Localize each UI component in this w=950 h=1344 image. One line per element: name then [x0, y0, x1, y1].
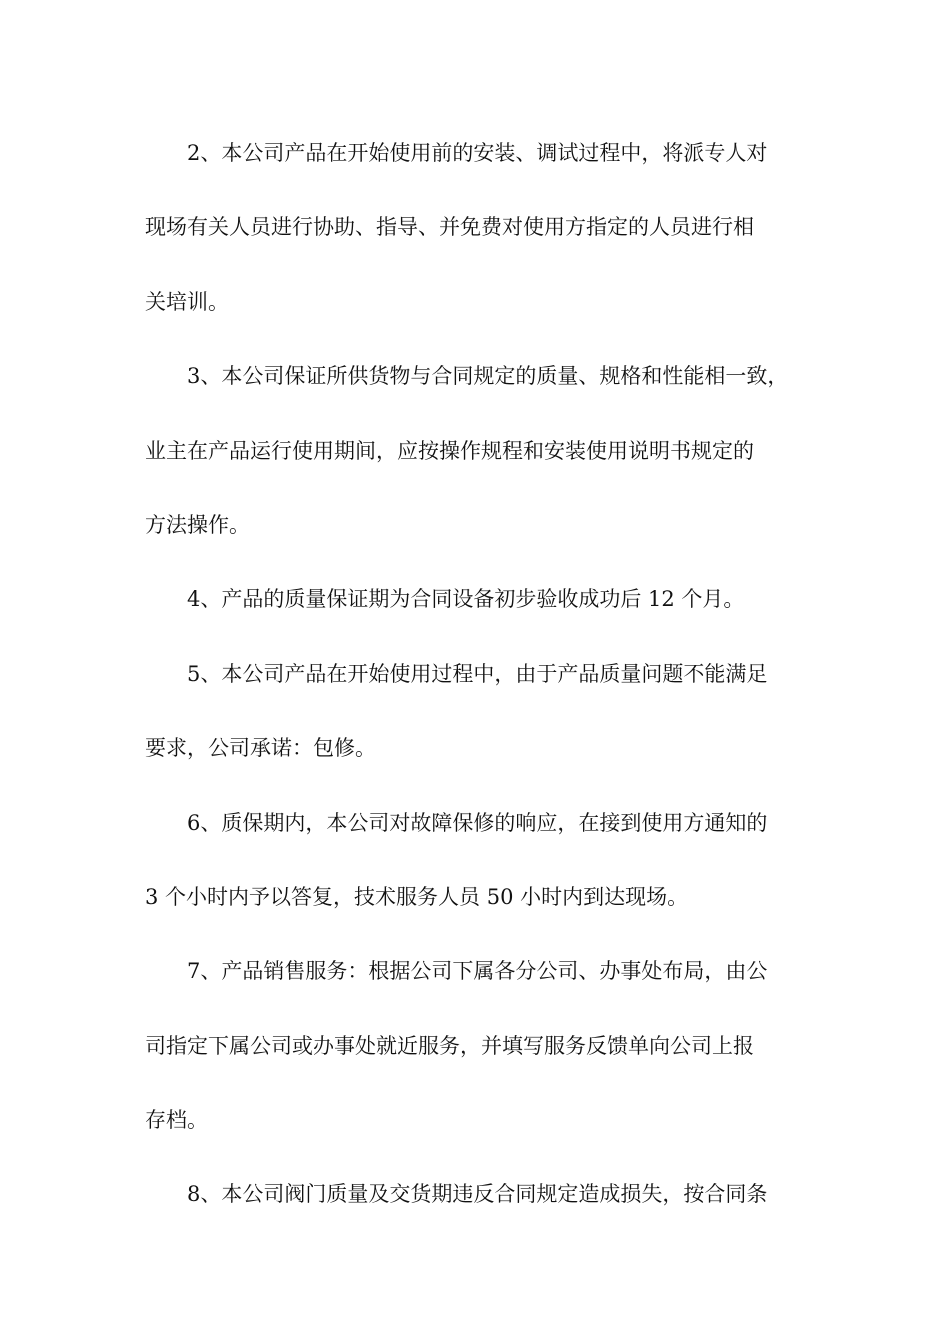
paragraph-line: 2、本公司产品在开始使用前的安装、调试过程中，将派专人对: [187, 141, 768, 165]
paragraph-item-3: [145, 347, 810, 570]
paragraph-line: 8、本公司阀门质量及交货期违反合同规定造成损失，按合同条: [187, 1182, 768, 1207]
paragraph-line: 4、产品的质量保证期为合同设备初步验收成功后 12 个月。: [187, 587, 745, 612]
paragraph-line: 要求，公司承诺：包修。: [145, 736, 376, 761]
paragraph-item-5: [145, 645, 810, 794]
paragraph-line: 7、产品销售服务：根据公司下属各分公司、办事处布局，由公: [187, 959, 768, 984]
paragraph-line: 6、质保期内，本公司对故障保修的响应，在接到使用方通知的: [187, 810, 768, 835]
paragraph-line: 3 个小时内予以答复，技术服务人员 50 小时内到达现场。: [145, 884, 689, 909]
paragraph-item-2: [145, 124, 810, 347]
paragraph-item-6: [145, 794, 810, 943]
paragraph-line: 现场有关人员进行协助、指导、并免费对使用方指定的人员进行相: [145, 215, 754, 240]
paragraph-line: 司指定下属公司或办事处就近服务，并填写服务反馈单向公司上报: [145, 1033, 754, 1058]
paragraph-line: 业主在产品运行使用期间，应按操作规程和安装使用说明书规定的: [145, 438, 754, 463]
paragraph-line: 关培训。: [145, 289, 229, 314]
paragraph-line: 存档。: [145, 1108, 208, 1133]
paragraph-item-4: [145, 570, 810, 644]
paragraph-line: 3、本公司保证所供货物与合同规定的质量、规格和性能相一致，: [187, 364, 789, 389]
paragraph-line: 方法操作。: [145, 512, 250, 537]
paragraph-line: 5、本公司产品在开始使用过程中，由于产品质量问题不能满足: [187, 661, 768, 686]
paragraph-item-7: [145, 942, 810, 1165]
paragraph-item-8: [145, 1165, 810, 1239]
document-body: [145, 124, 810, 1240]
